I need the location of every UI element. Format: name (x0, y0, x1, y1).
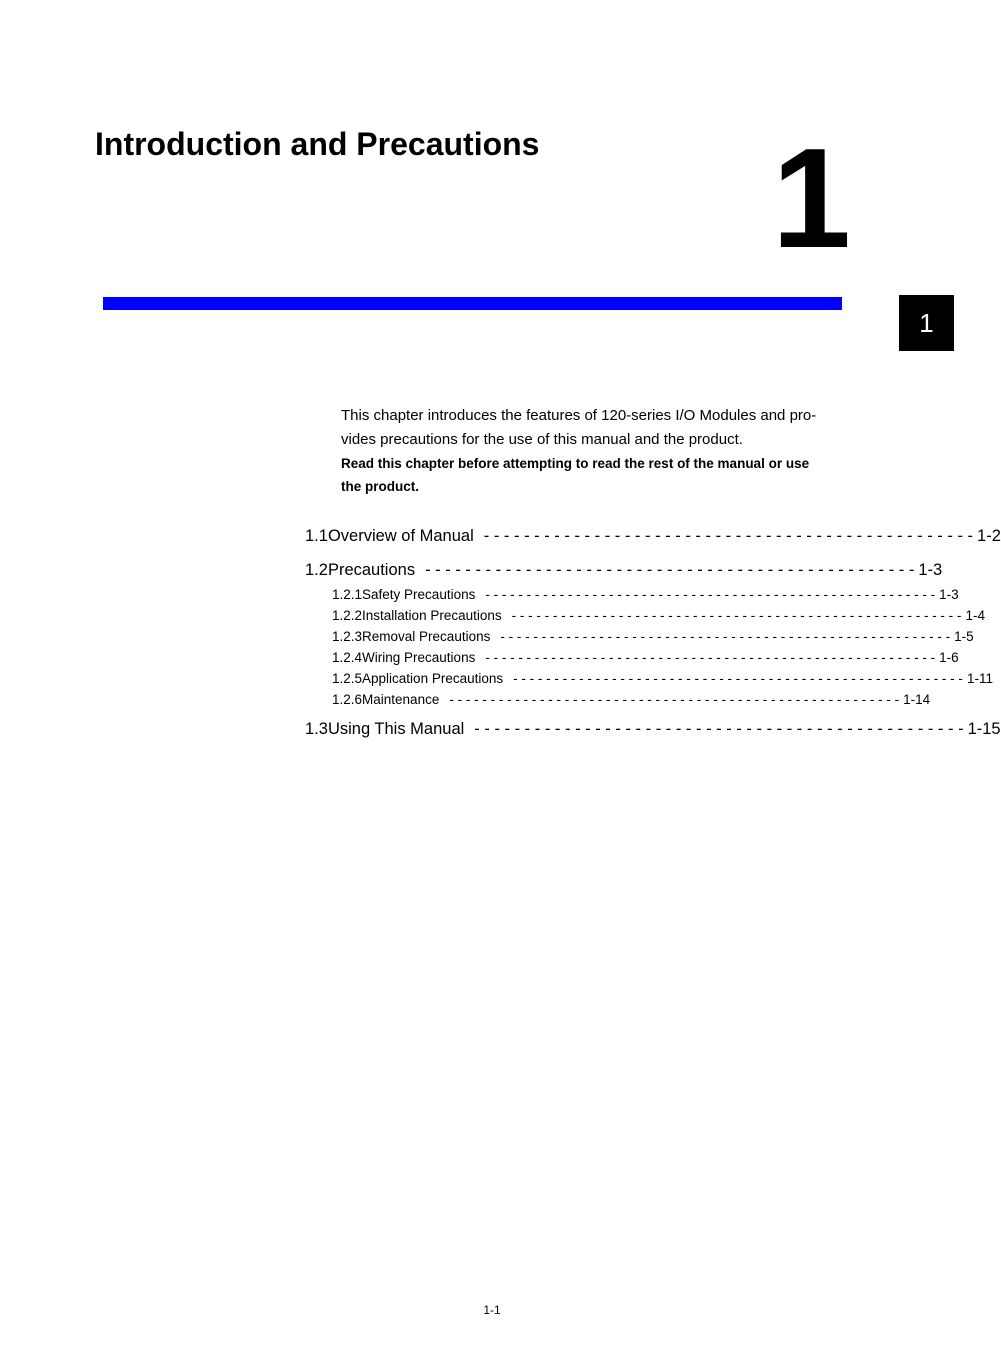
toc-entry-page: 1-15 (967, 720, 1001, 738)
toc-entry-number: 1.2.2 (332, 608, 363, 623)
intro-line: vides precautions for the use of this manual and the product. (341, 431, 743, 448)
toc-entry-number: 1.2.4 (332, 650, 363, 665)
toc-leader: - - - - - - - - - - - - - - - - - - - - - - - - - - - - - - - - - - - - - - - - - - - - - - - - - - - - - - - (485, 587, 936, 602)
toc-entry-label: Precautions (327, 561, 416, 579)
toc-entry-number: 1.2.3 (332, 629, 363, 644)
toc-leader: - - - - - - - - - - - - - - - - - - - - - - - - - - - - - - - - - - - - - - - - - - - - - - - - - - - - - - - (449, 692, 900, 707)
toc-leader: - - - - - - - - - - - - - - - - - - - - - - - - - - - - - - - - - - - - - - - - - - - - - - - - - (483, 527, 974, 545)
toc-entry-label: Using This Manual (327, 720, 465, 738)
toc-entry[interactable] (305, 527, 1001, 546)
toc-entry-page: 1-2 (977, 527, 1001, 545)
toc-leader: - - - - - - - - - - - - - - - - - - - - - - - - - - - - - - - - - - - - - - - - - - - - - - - - - - - - - - - (485, 650, 936, 665)
toc-subentry[interactable] (332, 671, 993, 686)
toc-entry-number: 1.1 (305, 527, 328, 545)
intro-warning-line: the product. (341, 479, 419, 494)
intro-warning-line: Read this chapter before attempting to read the rest of the manual or use (341, 456, 810, 471)
toc-entry-label: Removal Precautions (362, 629, 491, 644)
chapter-title: Introduction and Precautions (95, 126, 540, 162)
toc-entry[interactable] (305, 720, 1001, 739)
toc-entry-page: 1-4 (965, 608, 985, 623)
toc-entry-number: 1.3 (305, 720, 328, 738)
toc-subentry[interactable] (332, 692, 931, 707)
toc-entry-number: 1.2.1 (332, 587, 363, 602)
toc-leader: - - - - - - - - - - - - - - - - - - - - - - - - - - - - - - - - - - - - - - - - - - - - - - - - - - - - - - - (500, 629, 951, 644)
toc-entry-page: 1-5 (954, 629, 974, 644)
toc-entry-page: 1-3 (918, 561, 943, 579)
toc-entry-number: 1.2 (305, 561, 328, 579)
chapter-number: 1 (772, 119, 851, 278)
toc-entry[interactable] (305, 561, 943, 580)
toc-entry-page: 1-6 (939, 650, 959, 665)
toc-subentry[interactable] (332, 650, 959, 665)
toc-leader: - - - - - - - - - - - - - - - - - - - - - - - - - - - - - - - - - - - - - - - - - - - - - - - - - - - - - - - (511, 608, 962, 623)
toc-leader: - - - - - - - - - - - - - - - - - - - - - - - - - - - - - - - - - - - - - - - - - - - - - - - - - (425, 561, 915, 579)
toc-entry-number: 1.2.5 (332, 671, 363, 686)
chapter-intro (341, 404, 851, 498)
toc-entry-label: Maintenance (362, 692, 440, 707)
toc-entry-label: Safety Precautions (362, 587, 476, 602)
toc-entry-page: 1-11 (966, 671, 993, 686)
toc-entry-label: Application Precautions (362, 671, 504, 686)
chapter-rule-bar (103, 297, 842, 310)
toc-entry-label: Wiring Precautions (362, 650, 476, 665)
toc-subentry[interactable] (332, 587, 959, 602)
toc-entry-number: 1.2.6 (332, 692, 363, 707)
toc-entry-label: Installation Precautions (362, 608, 502, 623)
chapter-side-tab[interactable]: 1 (899, 295, 954, 351)
toc-entry-page: 1-3 (939, 587, 959, 602)
page-number: 1-1 (483, 1303, 501, 1317)
toc-entry-page: 1-14 (903, 692, 931, 707)
toc-subentry[interactable] (332, 629, 974, 644)
toc-leader: - - - - - - - - - - - - - - - - - - - - - - - - - - - - - - - - - - - - - - - - - - - - - - - - - (474, 720, 964, 738)
toc-leader: - - - - - - - - - - - - - - - - - - - - - - - - - - - - - - - - - - - - - - - - - - - - - - - - - - - - - - - (513, 671, 963, 686)
toc-entry-label: Overview of Manual (327, 527, 474, 545)
toc-subentry[interactable] (332, 608, 985, 623)
intro-line: This chapter introduces the features of 120-series I/O Modules and pro- (341, 407, 817, 424)
